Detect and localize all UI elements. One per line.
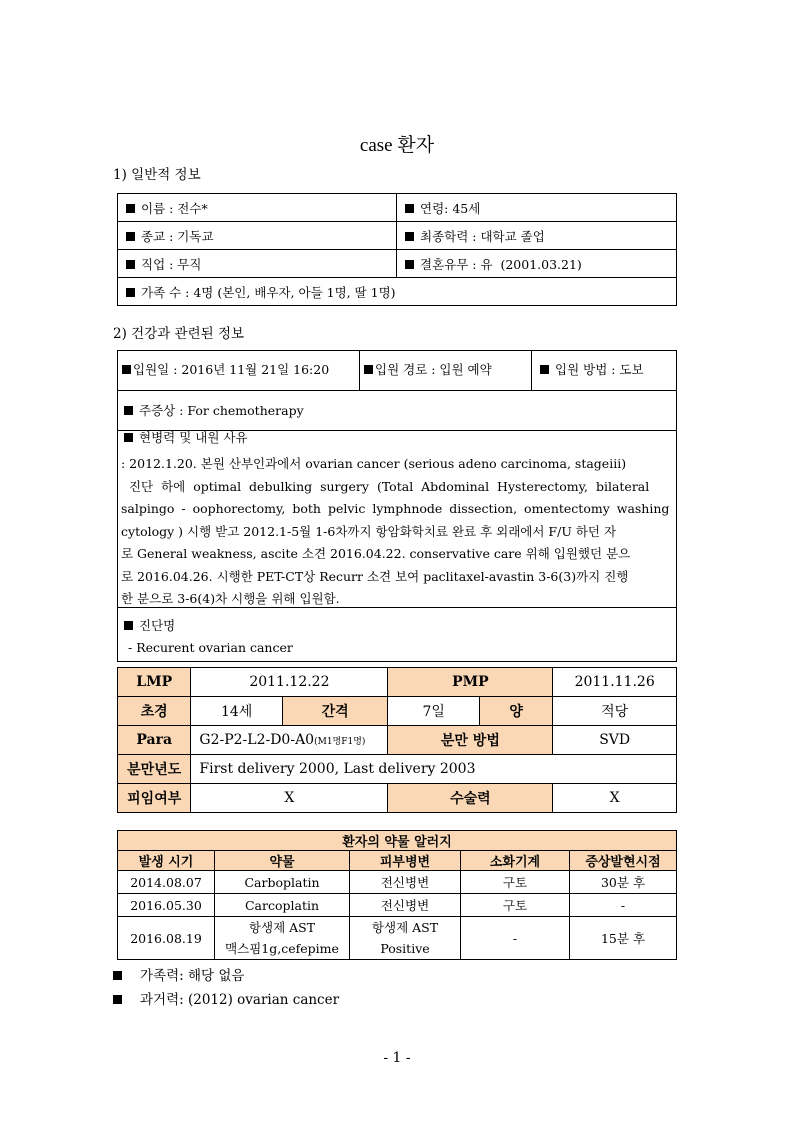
table-row: 2014.08.07 Carboplatin 전신병변 구토 30분 후 xyxy=(118,871,677,894)
table-row: 2016.08.19 항생제 AST 맥스핌1g,cefepime 항생제 AST Positive - 15분 후 xyxy=(118,917,677,960)
square-bullet-icon xyxy=(126,260,135,269)
square-bullet-icon xyxy=(405,260,414,269)
surgery-value: X xyxy=(553,784,677,813)
delivery-year-value: First delivery 2000, Last delivery 2003 xyxy=(191,755,677,784)
square-bullet-icon xyxy=(126,204,135,213)
chief-complaint: 주증상 : For chemotherapy xyxy=(118,400,304,422)
square-bullet-icon xyxy=(405,204,414,213)
page-number: - 1 - xyxy=(383,1050,411,1066)
obstetric-table xyxy=(117,667,677,813)
section-health-heading: 2) 건강과 관련된 정보 xyxy=(113,326,245,342)
interval-label: 간격 xyxy=(282,697,388,726)
delivery-method-value: SVD xyxy=(553,726,677,755)
diagnosis-title: 진단명 xyxy=(118,615,175,637)
allergy-title: 환자의 약물 알러지 xyxy=(118,831,677,851)
square-bullet-icon xyxy=(124,433,133,442)
family-cell: 가족 수 : 4명 (본인, 배우자, 아들 1명, 딸 1명) xyxy=(118,278,677,306)
admit-route: 입원 경로 : 입원 예약 xyxy=(360,359,492,381)
general-info-table xyxy=(117,193,677,306)
square-bullet-icon xyxy=(124,621,133,630)
square-bullet-icon xyxy=(124,406,133,415)
square-bullet-icon xyxy=(126,232,135,241)
religion-cell: 종교 : 기독교 xyxy=(118,222,397,250)
lmp-label: LMP xyxy=(118,668,191,697)
square-bullet-icon xyxy=(113,995,122,1004)
past-history: 과거력: (2012) ovarian cancer xyxy=(113,988,339,1008)
menarche-label: 초경 xyxy=(118,697,191,726)
allergy-header: 피부병변 xyxy=(350,851,461,871)
amount-label: 양 xyxy=(479,697,552,726)
pmp-value: 2011.11.26 xyxy=(553,668,677,697)
square-bullet-icon xyxy=(113,971,122,980)
contraception-value: X xyxy=(191,784,388,813)
allergy-header: 약물 xyxy=(215,851,350,871)
name-cell: 이름 : 전수* xyxy=(118,194,397,222)
contraception-label: 피임여부 xyxy=(118,784,191,813)
square-bullet-icon xyxy=(122,365,131,374)
menarche-value: 14세 xyxy=(191,697,282,726)
delivery-method-label: 분만 방법 xyxy=(388,726,553,755)
diagnosis-text: - Recurent ovarian cancer xyxy=(128,640,293,655)
marriage-cell: 결혼유무 : 유 (2001.03.21) xyxy=(397,250,677,278)
table-row: 2016.05.30 Carcoplatin 전신병변 구토 - xyxy=(118,894,677,917)
age-cell: 연령: 45세 xyxy=(397,194,677,222)
family-history: 가족력: 해당 없음 xyxy=(113,964,244,984)
history-text: : 2012.1.20. 본원 산부인과에서 ovarian cancer (serious adeno carcinoma, stageiii) 진단 하에 optimal debulking surgery (Total Abdominal Hysterectomy, bilateral salpingo - oophorectomy, both pelvic lymphnode dissection, omentectomy washing cytology ) 시행 받고 2012.1-5월 1-6차까지 항암화학치료 완료 후 외래에서 F/U 하던 자 로 General weakness, ascite 소견 2016.04.22. conservative care 위해 입원했던 분으 로 2016.04.26. 시행한 PET-CT상 Recurr 소견 보여 paclitaxel-avastin 3-6(3)까지 진행 한 분으로 3-6(4)차 시행을 위해 입원함. xyxy=(121,456,670,606)
lmp-value: 2011.12.22 xyxy=(191,668,388,697)
para-label: Para xyxy=(118,726,191,755)
job-cell: 직업 : 무직 xyxy=(118,250,397,278)
square-bullet-icon xyxy=(540,365,549,374)
education-cell: 최종학력 : 대학교 졸업 xyxy=(397,222,677,250)
surgery-label: 수술력 xyxy=(388,784,553,813)
drug-allergy-table xyxy=(117,830,677,960)
delivery-year-label: 분만년도 xyxy=(118,755,191,784)
allergy-header: 증상발현시점 xyxy=(570,851,677,871)
allergy-header: 소화기계 xyxy=(461,851,570,871)
admit-method: 입원 방법 : 도보 xyxy=(534,359,644,381)
page-title: case 환자 xyxy=(359,135,435,156)
admission-row xyxy=(118,351,676,391)
admit-date: 입원일 : 2016년 11월 21일 16:20 xyxy=(118,359,358,381)
chief-complaint-row xyxy=(118,391,676,431)
divider xyxy=(531,351,532,390)
amount-value: 적당 xyxy=(553,697,677,726)
para-value: G2-P2-L2-D0-A0(M1명F1명) xyxy=(191,726,388,755)
allergy-header: 발생 시기 xyxy=(118,851,215,871)
interval-value: 7일 xyxy=(388,697,479,726)
history-title: 현병력 및 내원 사유 xyxy=(118,427,248,449)
section-general-heading: 1) 일반적 정보 xyxy=(113,167,201,183)
square-bullet-icon xyxy=(364,365,373,374)
square-bullet-icon xyxy=(405,232,414,241)
pmp-label: PMP xyxy=(388,668,553,697)
square-bullet-icon xyxy=(126,288,135,297)
